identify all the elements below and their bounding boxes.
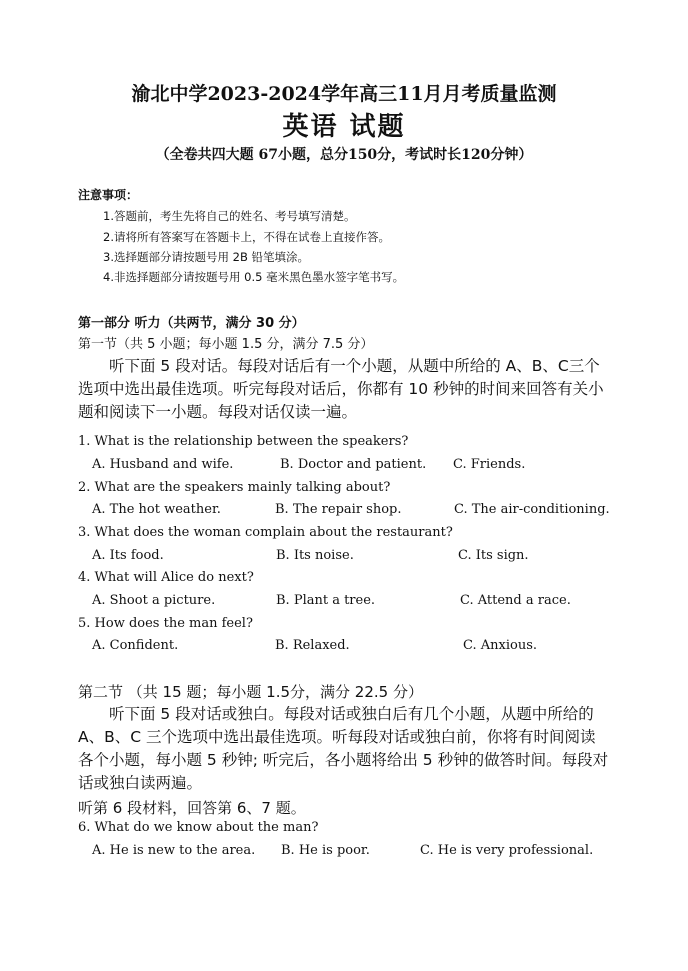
question-stem: 6. What do we know about the man? [78, 820, 319, 835]
notice-item: 1.答题前，考生先将自己的姓名、考号填写清楚。 [103, 209, 356, 223]
option-b: B. He is poor. [281, 843, 370, 858]
option-a: A. Husband and wife. [92, 457, 234, 472]
option-b: B. Plant a tree. [276, 593, 376, 608]
question-stem: 4. What will Alice do next? [78, 570, 254, 585]
option-b: B. Relaxed. [275, 638, 350, 653]
section2-heading: 第二节 （共 15 题；每小题 1.5分，满分 22.5 分） [78, 683, 423, 701]
notice-heading: 注意事项： [78, 188, 139, 202]
option-a: A. Confident. [92, 638, 179, 653]
exam-summary: （全卷共四大题 67小题，总分150分，考试时长120分钟） [155, 147, 533, 163]
option-c: C. Its sign. [458, 548, 529, 563]
listen-note: 听第 6 段材料，回答第 6、7 题。 [78, 799, 306, 817]
option-b: B. The repair shop. [275, 502, 402, 517]
option-c: C. Friends. [453, 457, 526, 472]
instruction-line: 听下面 5 段对话或独白。每段对话或独白后有几个小题，从题中所给的 [109, 705, 594, 723]
option-c: C. Attend a race. [460, 593, 571, 608]
question-stem: 1. What is the relationship between the speakers? [78, 434, 409, 449]
option-a: A. The hot weather. [92, 502, 221, 517]
question-stem: 5. How does the man feel? [78, 616, 253, 631]
part1-heading: 第一部分 听力（共两节，满分 30 分） [78, 316, 305, 331]
notice-item: 3.选择题部分请按题号用 2B 铅笔填涂。 [103, 250, 309, 264]
subject-title: 英语 试题 [282, 112, 406, 142]
option-a: A. Shoot a picture. [92, 593, 216, 608]
instruction-line: 题和阅读下一小题。每段对话仅读一遍。 [78, 403, 358, 421]
question-stem: 2. What are the speakers mainly talking about? [78, 480, 391, 495]
section2-instructions [78, 703, 618, 795]
option-c: C. The air-conditioning. [454, 502, 610, 517]
option-a: A. Its food. [92, 548, 164, 563]
instruction-line: 听下面 5 段对话。每段对话后有一个小题，从题中所给的 A、B、C三个 [109, 357, 600, 375]
question-stem: 3. What does the woman complain about the restaurant? [78, 525, 453, 540]
instruction-line: 选项中选出最佳选项。听完每段对话后，你都有 10 秒钟的时间来回答有关小 [78, 380, 604, 398]
option-a: A. He is new to the area. [92, 843, 256, 858]
notice-item: 4.非选择题部分请按题号用 0.5 毫米黑色墨水签字笔书写。 [103, 270, 405, 284]
section1-heading: 第一节（共 5 小题；每小题 1.5 分，满分 7.5 分） [78, 337, 374, 352]
instruction-line: A、B、C 三个选项中选出最佳选项。听每段对话或独白前，你将有时间阅读 [78, 728, 596, 746]
option-b: B. Its noise. [276, 548, 354, 563]
notice-item: 2.请将所有答案写在答题卡上，不得在试卷上直接作答。 [103, 230, 390, 244]
option-b: B. Doctor and patient. [280, 457, 427, 472]
exam-title: 渝北中学2023-2024学年高三11月月考质量监测 [131, 83, 557, 105]
option-c: C. Anxious. [463, 638, 538, 653]
instruction-line: 各个小题，每小题 5 秒钟; 听完后，各小题将给出 5 秒钟的做答时间。每段对 [78, 751, 609, 769]
option-c: C. He is very professional. [420, 843, 594, 858]
section1-instructions [78, 355, 618, 424]
instruction-line: 话或独白读两遍。 [78, 774, 203, 792]
